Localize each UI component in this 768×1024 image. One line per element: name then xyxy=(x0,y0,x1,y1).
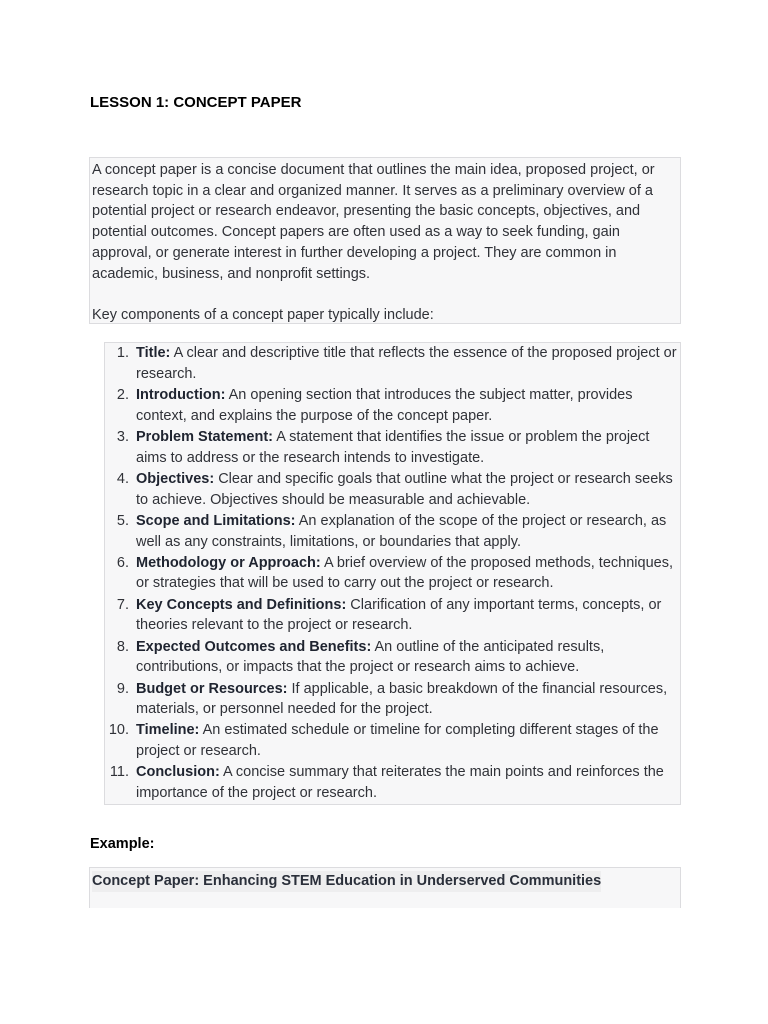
component-number: 4. xyxy=(116,470,129,487)
lesson-heading: LESSON 1: CONCEPT PAPER xyxy=(90,94,302,111)
component-term: Methodology or Approach: xyxy=(136,554,321,571)
component-item xyxy=(105,720,680,762)
component-description: A brief overview of the proposed methods, techniques, or strategies that will be used to carry out the project or research. xyxy=(136,554,673,592)
component-term: Introduction: xyxy=(136,386,226,403)
component-number: 3. xyxy=(116,428,129,445)
component-number: 2. xyxy=(116,386,129,403)
component-description: An opening section that introduces the subject matter, provides context, and explains the purpose of the concept paper. xyxy=(136,386,633,424)
component-item xyxy=(105,385,680,427)
intro-paragraph: A concept paper is a concise document that outlines the main idea, proposed project, or research topic in a clear and organized manner. It serves as a preliminary overview of a potential project or research endeavor, presenting the basic concepts, objectives, and potential outcomes. Concept papers are often used as a way to seek funding, gain approval, or generate interest in further developing a project. They are common in academic, business, and nonprofit settings. xyxy=(92,162,655,282)
component-description: An explanation of the scope of the project or research, as well as any constraints, limitations, or boundaries that apply. xyxy=(136,512,667,550)
components-list-block xyxy=(104,342,681,805)
component-description: A clear and descriptive title that reflects the essence of the proposed project or research. xyxy=(136,345,677,382)
component-number: 9. xyxy=(116,680,129,697)
component-description: If applicable, a basic breakdown of the financial resources, materials, or personnel needed for the project. xyxy=(136,680,668,718)
component-description: An estimated schedule or timeline for completing different stages of the project or research. xyxy=(136,722,659,760)
component-description: Clear and specific goals that outline what the project or research seeks to achieve. Objectives should be measurable and achievable. xyxy=(136,470,673,508)
component-number: 10. xyxy=(108,722,129,739)
component-term: Timeline: xyxy=(136,722,200,739)
intro-block xyxy=(89,157,681,324)
component-description: A statement that identifies the issue or problem the project aims to address or the research intends to investigate. xyxy=(136,428,650,466)
component-item xyxy=(105,595,680,637)
component-item xyxy=(105,427,680,469)
component-term: Objectives: xyxy=(136,470,215,487)
component-number: 5. xyxy=(116,512,129,529)
example-title: Concept Paper: Enhancing STEM Education in Underserved Communities xyxy=(92,871,601,892)
component-number: 7. xyxy=(116,596,129,613)
component-term: Problem Statement: xyxy=(136,428,273,445)
components-lead-in: Key components of a concept paper typically include: xyxy=(92,306,434,323)
component-description: Clarification of any important terms, concepts, or theories relevant to the project or research. xyxy=(136,596,662,634)
component-term: Conclusion: xyxy=(136,764,220,781)
component-term: Scope and Limitations: xyxy=(136,512,296,529)
component-term: Expected Outcomes and Benefits: xyxy=(136,638,372,655)
component-item xyxy=(105,762,680,804)
component-term: Title: xyxy=(136,345,171,361)
component-description: A concise summary that reiterates the main points and reinforces the importance of the project or research. xyxy=(136,764,664,802)
component-number: 8. xyxy=(116,638,129,655)
component-term: Budget or Resources: xyxy=(136,680,288,697)
component-item xyxy=(105,469,680,511)
component-number: 6. xyxy=(116,554,129,571)
component-term: Key Concepts and Definitions: xyxy=(136,596,347,613)
component-description: An outline of the anticipated results, contributions, or impacts that the project or research aims to achieve. xyxy=(136,638,605,676)
component-item xyxy=(105,679,680,721)
example-block xyxy=(89,867,681,908)
component-item xyxy=(105,553,680,595)
components-list xyxy=(105,343,680,804)
component-item xyxy=(105,637,680,679)
example-label: Example: xyxy=(90,836,155,852)
component-number: 1. xyxy=(116,345,129,361)
component-number: 11. xyxy=(109,764,129,781)
component-item xyxy=(105,343,680,385)
component-item xyxy=(105,511,680,553)
